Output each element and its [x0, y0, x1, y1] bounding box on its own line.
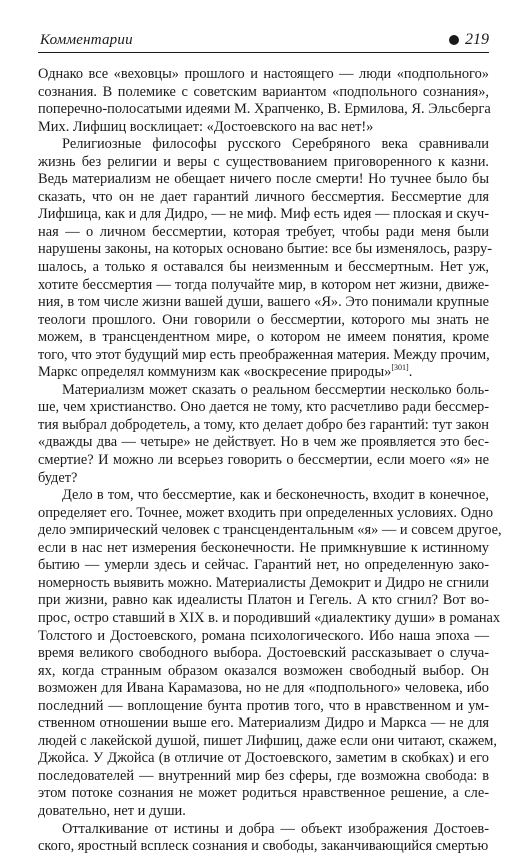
line-text: нарушены законы, на которых основано бытие: все бы изменялось, разру- — [38, 241, 492, 258]
text-line — [38, 66, 489, 84]
line-text: Ведь материализм не обещает ничего после смерти! Но тучнее было бы — [38, 171, 489, 188]
text-line — [38, 154, 489, 172]
text-line — [38, 609, 501, 628]
line-text: время великого свободного выбора. Достоевский рассказывает о случа- — [38, 645, 489, 662]
text-line — [38, 504, 494, 523]
text-line — [38, 540, 489, 558]
line-text: сказать, что он не дает гарантий личного бессмертия. Бессмертие для — [38, 188, 489, 205]
line-text: будет? — [38, 469, 78, 486]
line-text: сознания. В полемике с советским вариантом «подпольного сознания», — [38, 83, 489, 100]
text-line — [38, 452, 489, 470]
line-text: можем, в трансцендентном мире, о котором не имеем понятия, кроме — [38, 329, 489, 346]
footnote-ref: [301] — [391, 363, 409, 373]
text-line — [38, 241, 492, 259]
line-text: прос, остро ставший в XIX в. и породивший «диалектику души» в романах — [38, 609, 501, 626]
text-line — [38, 821, 489, 839]
text-line — [38, 136, 489, 154]
line-text: Мих. Лифшиц восклицает: «Достоевского на вас нет!» — [38, 118, 374, 135]
text-line — [38, 522, 502, 540]
line-text: бытию — умерли здесь и сейчас. Гарантий нет, но определенную зако- — [38, 557, 489, 574]
line-text: Отталкивание от истины и добра — объект изображения Достоев- — [62, 820, 489, 837]
text-line — [38, 768, 489, 786]
line-text: людей с лакейской душой, пишет Лифшиц, даже если они читают, скажем, — [38, 732, 497, 749]
text-line — [38, 171, 489, 189]
line-text: Толстого и Достоевского, романа психологического. Ибо наша эпоха — — [38, 627, 489, 644]
text-line — [38, 663, 489, 681]
text-line — [38, 84, 489, 102]
paragraph — [38, 66, 489, 136]
line-text: поперечно-полосатыми идеями М. Храпченко, В. Ермилова, Я. Эльсберга — [38, 101, 491, 118]
running-head — [38, 30, 489, 50]
line-text: теологи прошлого. Они говорили о бессмертии, которого мы знать не — [38, 311, 489, 328]
text-line — [38, 399, 489, 417]
line-text: если в нас нет измерения бесконечности. Не примкнувшие к истинному — [38, 539, 489, 556]
line-text: ях, когда странным образом оказался возможен свободный выбор. Он — [38, 662, 489, 679]
text-line — [38, 277, 489, 295]
line-text: того, что этот будущий мир есть преображенная материя. Между прочим, — [38, 346, 490, 363]
text-line — [38, 628, 489, 646]
line-text: дело эмпирический человек с трансцендентальным «я» — и совсем другое, — [38, 522, 502, 539]
line-text: номерность выявить можно. Материалисты Демокрит и Дидро не сгнили — [38, 574, 489, 591]
line-text: Маркс определял коммунизм как «воскресение природы» — [38, 364, 392, 381]
line-text: хотите бессмертия — тогда получайте мир, в котором нет жизни, движе- — [38, 276, 489, 293]
line-text: ше, чем христианство. Оно дается не тому, кто расчетливо ради бессмер- — [38, 399, 489, 416]
paragraph — [38, 821, 489, 856]
text-line — [38, 785, 489, 803]
text-line — [38, 732, 497, 751]
line-text: смертие? И можно ли всерьез говорить о бессмертии, если моего «я» не — [38, 452, 489, 469]
bullet-icon — [449, 35, 459, 45]
text-line — [38, 259, 489, 277]
line-text: Однако все «веховцы» прошлого и настоящего — люди «подпольного» — [38, 66, 489, 82]
text-line — [38, 101, 489, 119]
text-line — [38, 417, 489, 435]
line-text: последователей — внутренний мир без сферы, где возможна свобода: в — [38, 767, 489, 784]
text-line — [38, 312, 489, 330]
text-line — [38, 592, 489, 610]
text-line — [38, 206, 489, 224]
line-text: «дважды два — четыре» не действует. Но в чем же проявляется это бес- — [38, 434, 489, 451]
line-text: Религиозные философы русского Серебряного века сравнивали — [62, 136, 489, 153]
line-text: ния, в том числе жизни вашей души, вашего «Я». Это понимали крупные — [38, 294, 489, 311]
text-line — [38, 557, 489, 575]
line-text: ная — о личном бессмертии, которая требует, чтобы ради меня были — [38, 223, 489, 240]
text-line — [38, 347, 489, 365]
line-text: Материализм может сказать о реальном бессмертии несколько боль- — [62, 381, 489, 398]
text-line — [38, 645, 489, 663]
line-text: этом потоке сознания не может родиться нравственное решение, а сле- — [38, 785, 489, 802]
text-line — [38, 364, 489, 382]
after-footnote: . — [408, 364, 413, 381]
text-line — [38, 750, 489, 768]
text-line — [38, 329, 489, 347]
text-line — [38, 575, 489, 593]
text-line — [38, 294, 489, 312]
section-title: Комментарии — [40, 32, 133, 48]
text-line — [38, 698, 489, 716]
text-line — [38, 715, 489, 733]
page-number: 219 — [465, 31, 489, 48]
line-text: при жизни, равно как идеалисты Платон и Гегель. А кто сгнил? Вот во- — [38, 592, 489, 609]
text-line — [38, 189, 489, 207]
text-line — [38, 382, 489, 400]
text-line — [38, 224, 489, 242]
line-text: тия выбрал добродетель, а тому, кто делает добро без гарантий: тут закон — [38, 416, 489, 433]
line-text: ского, яростный всплеск сознания и свободы, заканчивающийся смертью — [38, 838, 489, 855]
line-text: довательно, нет и души. — [38, 802, 186, 819]
paragraph — [38, 382, 489, 487]
line-text: Лифшица, как и для Дидро, — не миф. Миф есть идея — плоская и скуч- — [38, 206, 489, 223]
text-line — [38, 803, 489, 821]
body-text — [38, 66, 502, 856]
paragraph — [38, 136, 492, 382]
line-text: жизнь без религии и веры с существованием приговоренного к казни. — [38, 153, 489, 170]
line-text: Дело в том, что бессмертие, как и бесконечность, входит в конечное, — [62, 487, 489, 504]
text-line — [38, 487, 489, 505]
line-text: ственном отношении выше его. Материализм Дидро и Маркса — не для — [38, 715, 489, 732]
header-rule — [38, 52, 489, 53]
line-text: определяет его. Точнее, может входить при определенных условиях. Одно — [38, 504, 494, 521]
line-text: шалось, а только я оставался бы неизменным и бессмертным. Нет уж, — [38, 259, 489, 276]
text-line — [38, 434, 489, 452]
text-line — [38, 470, 489, 488]
text-line — [38, 838, 489, 856]
paragraph — [38, 487, 502, 820]
text-line — [38, 119, 489, 137]
line-text: последний — воплощение бунта против того, что в нравственном и ум- — [38, 697, 489, 714]
line-text: возможен для Ивана Карамазова, но не для «подпольного» человека, ибо — [38, 680, 489, 697]
text-line — [38, 680, 489, 698]
page-number-group — [449, 31, 489, 49]
line-text: Джойса. У Джойса (в отличие от Достоевского, заметим в скобках) и его — [38, 750, 489, 767]
